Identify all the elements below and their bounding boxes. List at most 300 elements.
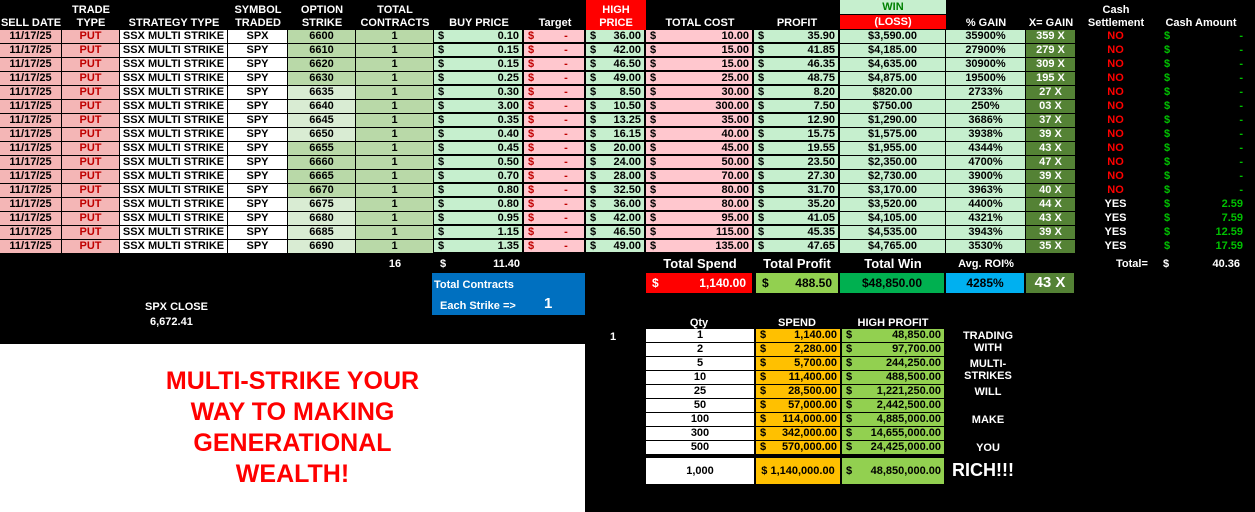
cell-cash-amount-value: - [1239, 44, 1243, 56]
cell-trade-type-value: PUT [79, 44, 102, 56]
dollar-sign: $ [650, 44, 657, 56]
cell-cash-settlement [1076, 240, 1155, 253]
cell-strike-value: 6640 [309, 100, 334, 112]
cell-cash-amount [1156, 72, 1246, 85]
dollar-sign: $ [528, 226, 535, 238]
cell-buy-price-value: 0.15 [497, 58, 519, 70]
scale-profit [842, 427, 944, 440]
dollar-sign: $ [528, 170, 535, 182]
dollar-sign: $ [760, 357, 767, 369]
cell-contracts-value: 1 [391, 184, 398, 196]
avg-roi-value: 4285% [946, 273, 1024, 293]
cell-cash-settlement-value: NO [1107, 128, 1124, 140]
spx-close-label: SPX CLOSE [145, 301, 208, 313]
cell-total-cost [646, 114, 753, 127]
cell-contracts-value: 1 [391, 30, 398, 42]
cell-buy-price-value: 0.95 [497, 212, 519, 224]
cell-cash-amount-value: 17.59 [1215, 240, 1243, 252]
cell-cash-amount-value: - [1239, 170, 1243, 182]
cell-trade-type [62, 44, 120, 58]
cell-cash-amount [1156, 156, 1246, 169]
cell-sell-date [0, 156, 62, 170]
table-row [0, 58, 1255, 72]
header-high-price: HIGH PRICE [586, 0, 646, 30]
scale-spend [756, 427, 840, 440]
cell-symbol [228, 184, 288, 198]
dollar-sign: $ [760, 329, 767, 341]
cell-buy-price [434, 72, 523, 85]
cell-trade-type-value: PUT [79, 212, 102, 224]
cell-target-value: - [564, 142, 568, 154]
scale-note: TRADING WITH [962, 330, 1014, 354]
cell-cash-settlement-value: NO [1107, 156, 1124, 168]
cell-symbol-value: SPY [246, 156, 269, 168]
cell-strategy-value: SSX MULTI STRIKE [122, 128, 225, 140]
cell-profit [754, 184, 839, 197]
cell-symbol [228, 86, 288, 100]
scale-qty: 25 [646, 385, 754, 398]
cell-x-gain-value: 43 X [1039, 212, 1062, 224]
cell-total-cost-value: 300.00 [715, 100, 749, 112]
cell-high-price-value: 36.00 [613, 198, 641, 210]
cell-target [524, 240, 585, 253]
cell-contracts [356, 30, 434, 44]
cell-cash-amount [1156, 170, 1246, 183]
cell-buy-price [434, 240, 523, 253]
table-row [0, 212, 1255, 226]
cell-pct-gain-value: 3943% [968, 226, 1003, 238]
cell-target-value: - [564, 156, 568, 168]
cell-cash-amount-value: - [1239, 100, 1243, 112]
total-contracts-value: 16 [388, 258, 402, 270]
cell-pct-gain [946, 240, 1026, 254]
dollar-sign: $ [528, 72, 535, 84]
cell-pct-gain-value: 250% [971, 100, 1000, 112]
dollar-sign: $ [760, 385, 767, 397]
cell-buy-price [434, 86, 523, 99]
total-spend-value: 1,140.00 [699, 276, 746, 290]
cell-cash-settlement-value: YES [1104, 226, 1127, 238]
cell-high-price [586, 30, 645, 43]
cell-trade-type [62, 100, 120, 114]
cell-x-gain [1026, 128, 1076, 142]
cell-target [524, 198, 585, 211]
cell-contracts-value: 1 [391, 86, 398, 98]
cell-profit [754, 58, 839, 71]
cell-sell-date [0, 142, 62, 156]
profit-dollar: $ [762, 276, 769, 290]
cell-contracts-value: 1 [391, 212, 398, 224]
cell-buy-price [434, 128, 523, 141]
header-buy-price: BUY PRICE [449, 17, 509, 29]
total-spend-box [646, 273, 752, 293]
cell-trade-type-value: PUT [79, 86, 102, 98]
cell-cash-amount [1156, 128, 1246, 141]
cell-high-price-value: 8.50 [619, 86, 641, 98]
cell-high-price-value: 36.00 [613, 30, 641, 42]
dollar-sign: $ [758, 142, 765, 154]
cell-high-price [586, 72, 645, 85]
scale-qty: 5 [646, 357, 754, 370]
dollar-sign: $ [846, 371, 853, 383]
cell-high-price [586, 114, 645, 127]
table-row [0, 240, 1255, 254]
dollar-sign: $ [590, 100, 597, 112]
cell-win-value: $3,520.00 [868, 198, 917, 210]
cell-trade-type [62, 142, 120, 156]
cell-strike [288, 184, 356, 198]
cell-buy-price [434, 44, 523, 57]
cell-strategy-value: SSX MULTI STRIKE [122, 156, 225, 168]
cell-profit [754, 128, 839, 141]
header-total-contracts: TOTAL CONTRACTS [360, 4, 430, 29]
cell-sell-date-value: 11/17/25 [9, 156, 52, 168]
cell-total-cost-value: 30.00 [721, 86, 749, 98]
scale-spend-value: 114,000.00 [782, 413, 837, 425]
table-row [0, 226, 1255, 240]
scale-profit-value: 244,250.00 [885, 357, 941, 369]
cell-profit-value: 19.55 [807, 142, 835, 154]
cell-x-gain [1026, 114, 1076, 128]
cash-total-label: Total= [1116, 258, 1148, 270]
dollar-sign: $ [760, 413, 767, 425]
total-buy-dollar: $ [440, 258, 447, 270]
cell-strike [288, 72, 356, 86]
cell-cash-amount-value: - [1239, 114, 1243, 126]
dollar-sign: $ [1164, 86, 1171, 98]
dollar-sign: $ [650, 100, 657, 112]
cell-strategy-value: SSX MULTI STRIKE [122, 114, 225, 126]
cell-target [524, 44, 585, 57]
cell-high-price-value: 28.00 [613, 170, 641, 182]
cell-cash-settlement [1076, 170, 1155, 183]
dollar-sign: $ [528, 156, 535, 168]
cell-strategy-value: SSX MULTI STRIKE [122, 240, 225, 252]
cell-trade-type-value: PUT [79, 226, 102, 238]
cell-cash-settlement-value: NO [1107, 30, 1124, 42]
cell-trade-type-value: PUT [79, 198, 102, 210]
cell-win [840, 226, 946, 240]
cell-profit-value: 35.20 [807, 198, 835, 210]
cell-target [524, 142, 585, 155]
cell-pct-gain [946, 170, 1026, 184]
cell-contracts [356, 240, 434, 254]
cell-cash-amount [1156, 44, 1246, 57]
cell-sell-date [0, 198, 62, 212]
cell-trade-type [62, 72, 120, 86]
cell-total-cost-value: 10.00 [721, 30, 749, 42]
total-spend-label: Total Spend [663, 256, 737, 271]
scale-qty: 2 [646, 343, 754, 356]
each-strike-value: 1 [544, 295, 553, 312]
cell-x-gain [1026, 240, 1076, 254]
cell-trade-type [62, 114, 120, 128]
cell-profit [754, 44, 839, 57]
cell-contracts-value: 1 [391, 198, 398, 210]
dollar-sign: $ [846, 343, 853, 355]
scale-note: MULTI-STRIKES [964, 358, 1012, 382]
cell-strategy-value: SSX MULTI STRIKE [122, 198, 225, 210]
cell-trade-type-value: PUT [79, 156, 102, 168]
cell-pct-gain-value: 3686% [968, 114, 1003, 126]
dollar-sign: $ [528, 100, 535, 112]
cell-symbol [228, 170, 288, 184]
dollar-sign: $ [528, 30, 535, 42]
cell-strike-value: 6600 [309, 30, 334, 42]
cell-win-value: $820.00 [872, 86, 913, 98]
cell-high-price [586, 212, 645, 225]
cell-sell-date [0, 30, 62, 44]
cell-strike [288, 58, 356, 72]
cell-profit-value: 46.35 [807, 58, 835, 70]
dollar-sign: $ [438, 72, 445, 84]
cell-target-value: - [564, 198, 568, 210]
dollar-sign: $ [846, 413, 853, 425]
cell-trade-type [62, 128, 120, 142]
scale-profit [842, 357, 944, 370]
cell-trade-type [62, 226, 120, 240]
table-row [0, 198, 1255, 212]
cell-cash-amount [1156, 198, 1246, 211]
cell-target-value: - [564, 184, 568, 196]
cell-buy-price-value: 0.40 [497, 128, 519, 140]
cell-contracts-value: 1 [391, 226, 398, 238]
cell-cash-amount [1156, 100, 1246, 113]
cell-target [524, 212, 585, 225]
cell-contracts [356, 212, 434, 226]
cell-buy-price-value: 3.00 [497, 100, 519, 112]
cell-pct-gain-value: 35900% [965, 30, 1006, 42]
cell-high-price [586, 58, 645, 71]
dollar-sign: $ [1164, 170, 1171, 182]
dollar-sign: $ [590, 198, 597, 210]
cell-pct-gain-value: 4400% [968, 198, 1003, 210]
cell-x-gain-value: 40 X [1039, 184, 1062, 196]
cell-profit [754, 226, 839, 239]
dollar-sign: $ [590, 44, 597, 56]
cell-cash-settlement [1076, 44, 1155, 57]
cell-total-cost-value: 35.00 [721, 114, 749, 126]
cell-total-cost-value: 25.00 [721, 72, 749, 84]
cell-total-cost [646, 86, 753, 99]
cell-cash-amount-value: - [1239, 30, 1243, 42]
cell-buy-price-value: 0.10 [497, 30, 519, 42]
cell-pct-gain [946, 114, 1026, 128]
dollar-sign: $ [1164, 156, 1171, 168]
dollar-sign: $ [650, 212, 657, 224]
cell-strike [288, 170, 356, 184]
cell-total-cost-value: 70.00 [721, 170, 749, 182]
scale-profit [842, 385, 944, 398]
dollar-sign: $ [758, 212, 765, 224]
dollar-sign: $ [438, 86, 445, 98]
cell-trade-type-value: PUT [79, 58, 102, 70]
dollar-sign: $ [438, 58, 445, 70]
cell-profit [754, 30, 839, 43]
cell-pct-gain [946, 198, 1026, 212]
cell-symbol [228, 142, 288, 156]
cell-x-gain-value: 27 X [1039, 86, 1062, 98]
cell-high-price [586, 142, 645, 155]
cell-symbol [228, 44, 288, 58]
cell-x-gain [1026, 86, 1076, 100]
cell-sell-date-value: 11/17/25 [9, 226, 52, 238]
dollar-sign: $ [438, 114, 445, 126]
scale-spend [756, 343, 840, 356]
cell-buy-price-value: 0.50 [497, 156, 519, 168]
cell-high-price-value: 16.15 [613, 128, 641, 140]
cell-strategy [120, 156, 228, 170]
cell-sell-date-value: 11/17/25 [9, 212, 52, 224]
cell-target [524, 58, 585, 71]
cell-contracts-value: 1 [391, 128, 398, 140]
cell-strategy [120, 170, 228, 184]
dollar-sign: $ [1164, 184, 1171, 196]
cell-win [840, 100, 946, 114]
cell-pct-gain [946, 184, 1026, 198]
cell-buy-price [434, 226, 523, 239]
cell-x-gain-value: 359 X [1036, 30, 1065, 42]
scale-final-profit-dollar: $ [846, 465, 853, 477]
cell-trade-type [62, 184, 120, 198]
cell-strategy [120, 72, 228, 86]
table-row [0, 100, 1255, 114]
cell-symbol [228, 30, 288, 44]
cell-high-price [586, 240, 645, 253]
cell-win-value: $750.00 [872, 100, 913, 112]
cell-strategy-value: SSX MULTI STRIKE [122, 226, 225, 238]
cell-buy-price-value: 0.35 [497, 114, 519, 126]
dollar-sign: $ [528, 142, 535, 154]
scale-qty: 100 [646, 413, 754, 426]
cell-strategy [120, 128, 228, 142]
cell-profit [754, 100, 839, 113]
cell-trade-type-value: PUT [79, 170, 102, 182]
cell-contracts [356, 170, 434, 184]
dollar-sign: $ [650, 240, 657, 252]
scale-profit [842, 371, 944, 384]
cell-trade-type-value: PUT [79, 128, 102, 140]
dollar-sign: $ [1164, 58, 1171, 70]
cell-win [840, 30, 946, 44]
cell-total-cost [646, 240, 753, 253]
cell-trade-type [62, 170, 120, 184]
cell-target [524, 184, 585, 197]
cell-strategy [120, 44, 228, 58]
dollar-sign: $ [438, 198, 445, 210]
cell-total-cost [646, 142, 753, 155]
scale-profit-value: 48,850.00 [892, 329, 941, 341]
cell-strike-value: 6645 [309, 114, 334, 126]
cell-strategy-value: SSX MULTI STRIKE [122, 44, 225, 56]
cell-trade-type [62, 212, 120, 226]
cell-symbol-value: SPY [246, 86, 269, 98]
dollar-sign: $ [650, 114, 657, 126]
cell-high-price [586, 170, 645, 183]
cell-pct-gain [946, 128, 1026, 142]
cell-sell-date-value: 11/17/25 [9, 198, 52, 210]
slogan-text: MULTI-STRIKE YOUR WAY TO MAKING GENERATIONAL WEALTH! [165, 367, 420, 488]
dollar-sign: $ [590, 142, 597, 154]
cell-win-value: $1,575.00 [868, 128, 917, 140]
cell-pct-gain-value: 19500% [965, 72, 1006, 84]
scale-spend-value: 5,700.00 [794, 357, 837, 369]
cell-strike [288, 226, 356, 240]
dollar-sign: $ [438, 240, 445, 252]
cell-strike-value: 6690 [309, 240, 334, 252]
cell-buy-price-value: 0.45 [497, 142, 519, 154]
cell-profit [754, 72, 839, 85]
cell-pct-gain-value: 4321% [968, 212, 1003, 224]
cell-trade-type-value: PUT [79, 184, 102, 196]
cell-high-price [586, 86, 645, 99]
cell-x-gain-value: 43 X [1039, 142, 1062, 154]
dollar-sign: $ [650, 170, 657, 182]
cell-total-cost [646, 226, 753, 239]
header-symbol-traded: SYMBOL TRADED [234, 4, 282, 29]
dollar-sign: $ [590, 240, 597, 252]
cell-cash-settlement [1076, 30, 1155, 43]
scale-final-profit: 48,850,000.00 [870, 465, 941, 477]
total-contracts-box [432, 273, 585, 315]
cell-cash-settlement [1076, 58, 1155, 71]
cell-cash-settlement [1076, 100, 1155, 113]
cell-contracts [356, 44, 434, 58]
cell-buy-price [434, 170, 523, 183]
cell-cash-settlement-value: YES [1104, 240, 1127, 252]
cell-buy-price-value: 0.15 [497, 44, 519, 56]
header-cash-amount: Cash Amount [1165, 17, 1237, 29]
cell-win [840, 72, 946, 86]
cell-cash-amount-value: - [1239, 142, 1243, 154]
cell-win-value: $4,635.00 [868, 58, 917, 70]
dollar-sign: $ [758, 30, 765, 42]
cell-sell-date [0, 72, 62, 86]
cell-contracts-value: 1 [391, 58, 398, 70]
cell-strategy [120, 142, 228, 156]
cell-trade-type-value: PUT [79, 30, 102, 42]
cell-x-gain-value: 47 X [1039, 156, 1062, 168]
cell-cash-settlement [1076, 72, 1155, 85]
dollar-sign: $ [590, 86, 597, 98]
cell-pct-gain-value: 4344% [968, 142, 1003, 154]
table-row [0, 44, 1255, 58]
dollar-sign: $ [590, 128, 597, 140]
cell-symbol-value: SPY [246, 128, 269, 140]
cell-symbol [228, 198, 288, 212]
cell-win [840, 156, 946, 170]
header-total-cost: TOTAL COST [665, 17, 735, 29]
dollar-sign: $ [650, 198, 657, 210]
cell-total-cost [646, 30, 753, 43]
dollar-sign: $ [528, 198, 535, 210]
cell-cash-settlement-value: YES [1104, 198, 1127, 210]
cell-symbol-value: SPY [246, 212, 269, 224]
cell-win [840, 198, 946, 212]
cell-x-gain-value: 39 X [1039, 170, 1062, 182]
dollar-sign: $ [528, 240, 535, 252]
cell-win-value: $4,765.00 [868, 240, 917, 252]
table-row [0, 142, 1255, 156]
cell-strike-value: 6665 [309, 170, 334, 182]
cell-target-value: - [564, 170, 568, 182]
cell-x-gain [1026, 142, 1076, 156]
cell-pct-gain [946, 30, 1026, 44]
cell-target-value: - [564, 58, 568, 70]
dollar-sign: $ [758, 198, 765, 210]
dollar-sign: $ [846, 329, 853, 341]
dollar-sign: $ [1164, 72, 1171, 84]
